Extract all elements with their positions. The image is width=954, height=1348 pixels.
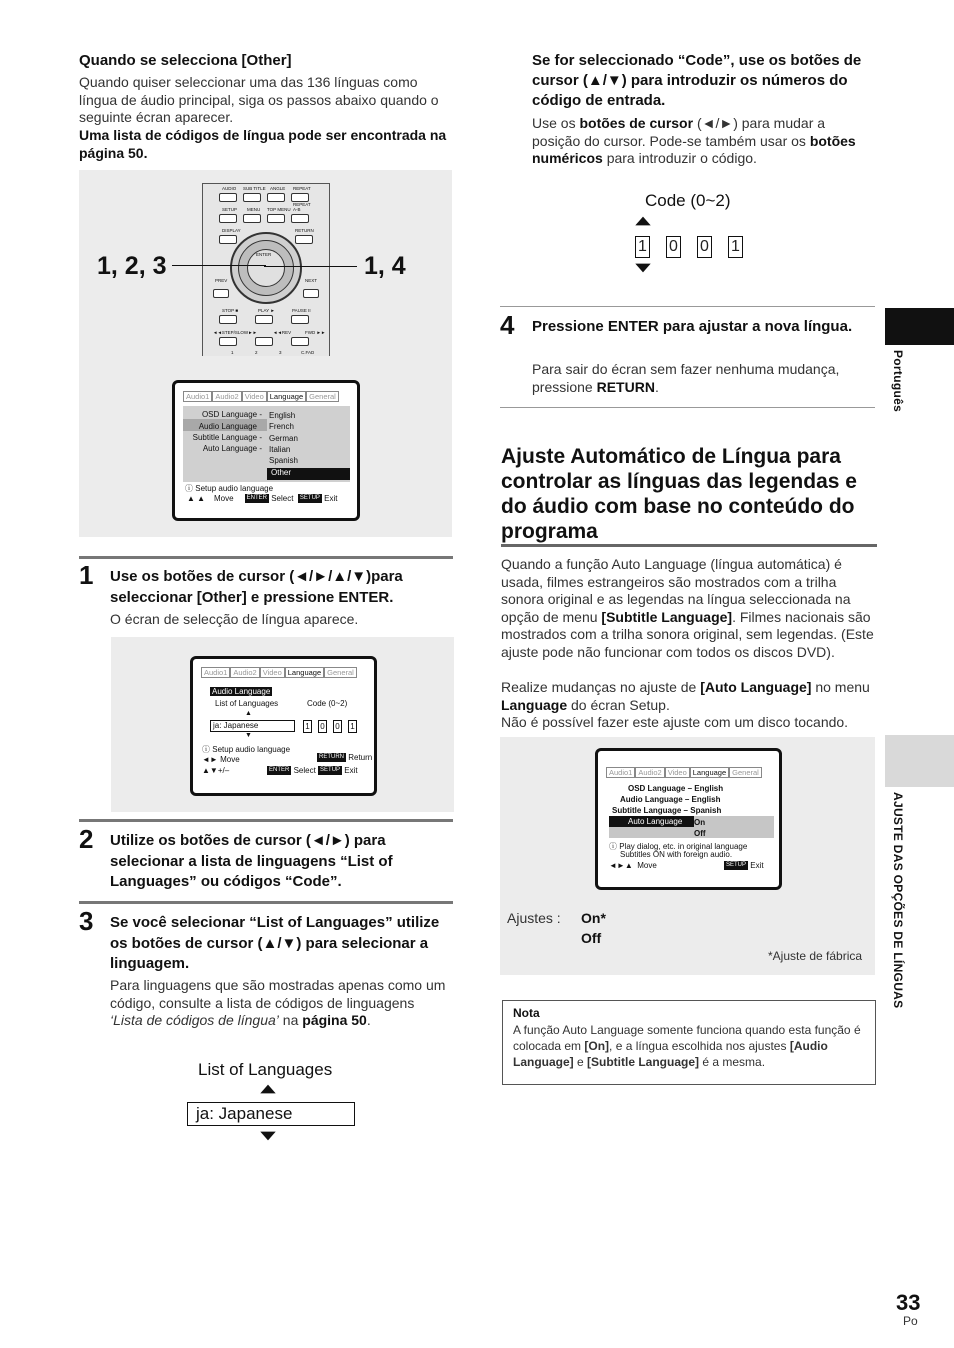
ajustes-on: On*	[581, 910, 606, 926]
left-right-up-arrows-icon: ◄►▲	[609, 861, 633, 870]
info-icon: ⓘ	[202, 745, 210, 754]
callout-line-right	[264, 266, 357, 267]
info-icon: ⓘ	[609, 842, 617, 851]
arrow-down-icon	[260, 1132, 275, 1141]
code-heading: Se for seleccionado “Code”, use os botões de cursor (▲/▼) para introduzir os números do código de entrada.	[532, 52, 862, 109]
code-arrow-down-icon	[635, 264, 650, 273]
page-language-code: Po	[903, 1314, 918, 1328]
step-1-title: Use os botões de cursor (◄/►/▲/▼)para seleccionar [Other] e pressione ENTER.	[110, 568, 403, 606]
list-value-field: ja: Japanese	[187, 1102, 355, 1126]
step-3-body: Para linguagens que são mostradas apenas como um código, consulte a lista de códigos de linguagens ‘Lista de códigos de língua’ na página 50.	[110, 977, 446, 1028]
side-gray-tab	[885, 735, 954, 787]
side-black-tab	[885, 308, 954, 345]
step-1-number: 1	[79, 560, 94, 590]
section-paragraph-3: Não é possível fazer este ajuste com um disco tocando.	[501, 714, 849, 730]
up-down-arrows-icon: ▲▼	[202, 766, 218, 775]
step-4-number: 4	[500, 310, 515, 340]
code-digit: 1	[728, 236, 743, 258]
callout-label-left: 1, 2, 3	[97, 252, 167, 280]
code-digit: 0	[697, 236, 712, 258]
left-right-arrows-icon: ◄►	[202, 755, 218, 764]
nota-title: Nota	[513, 1006, 540, 1020]
osd-tabs: Audio1 Audio2 Video Language General	[183, 391, 339, 402]
step-1-body: O écran de selecção de língua aparece.	[110, 611, 359, 627]
code-digit: 1	[635, 236, 650, 258]
step-3-title: Se você selecionar “List of Languages” utilize os botões de cursor (▲/▼) para selecionar a linguagem.	[110, 914, 440, 972]
ajustes-label: Ajustes :	[507, 910, 561, 926]
step-2-title: Utilize os botões de cursor (◄/►) para selecionar a lista de linguagens “List of Languages” ou códigos “Code”.	[110, 832, 393, 890]
remote-control-illustration: AUDIO SUB TITLE ANGLE REPEAT SETUP MENU TOP MENU REPEAT A-B DISPLAY RETURN ENTER PREV NEXT STOP ■ PLAY ► PAUSE II ◄◄STEP/SLOW►► ◄◄REV FWD ►► 1 2 3 C.FAD	[202, 183, 330, 356]
other-bold-note: Uma lista de códigos de língua pode ser encontrada na página 50.	[79, 127, 447, 161]
nota-body: A função Auto Language somente funciona quando esta função é colocada em [On], e a língua escolhida nos ajustes [Audio Language] e [Subtitle Language] é a mesma.	[513, 1023, 861, 1069]
code-label: Code (0~2)	[645, 191, 731, 210]
code-body: Use os botões de cursor (◄/►) para mudar a posição do cursor. Pode-se também usar os botões numéricos para introduzir o código.	[532, 115, 856, 166]
osd2-tabs: Audio1 Audio2 Video Language General	[201, 667, 357, 678]
code-arrow-up-icon	[635, 217, 650, 226]
step-4-body: Para sair do écran sem fazer nenhuma mudança, pressione RETURN.	[532, 361, 840, 395]
osd-auto-language: Audio1 Audio2 Video Language General OSD Language – English Audio Language – English Subtitle Language – Spanish Auto Language On Off ⓘ Play dialog, etc. in original language Subtitles ON with foreign audio. ◄►▲ Move SETUP Exit	[595, 748, 782, 890]
side-language-label: Português	[891, 350, 905, 413]
osd-language-menu: Audio1 Audio2 Video Language General OSD Language - Audio Language Subtitle Language - Auto Language - English French German Italian Spanish Other ⓘ Setup audio language ▲ ▲ Move ENTER Select SETUP Exit	[172, 380, 360, 521]
nota-box	[502, 1000, 876, 1085]
step-2-number: 2	[79, 824, 94, 854]
arrow-up-icon	[260, 1085, 275, 1094]
other-body: Quando quiser seleccionar uma das 136 línguas como língua de áudio principal, siga os passos abaixo quando o seguinte écran aparecer.	[79, 74, 439, 125]
side-section-label: AJUSTE DAS OPÇÕES DE LÍNGUAS	[891, 792, 905, 1009]
osd3-tabs: Audio1 Audio2 Video Language General	[606, 767, 762, 778]
section-paragraph-2: Realize mudanças no ajuste de [Auto Language] no menu Language do écran Setup.	[501, 679, 870, 713]
osd-audio-language-code: Audio1 Audio2 Video Language General Audio Language List of Languages Code (0~2) ▲ ja: Japanese ▼ 1 0 0 1 ⓘ Setup audio language ◄► Move RETURN Return ▲▼+/– ENTER Select SETUP Exit	[190, 656, 377, 796]
info-icon: ⓘ	[185, 484, 193, 493]
page-number: 33	[896, 1290, 921, 1315]
section-paragraph-1: Quando a função Auto Language (língua automática) é usada, filmes estrangeiros são mostrados com a trilha sonora original e as legendas na língua seleccionada na opção de menu [Subtitle Language]. Filmes nacionais são mostrados com a trilha sonora original, sem legendas. (Este ajuste pode não funcionar com todos os discos DVD).	[501, 556, 874, 660]
factory-default-note: *Ajuste de fábrica	[768, 949, 863, 963]
ajustes-off: Off	[581, 930, 602, 946]
callout-line-left	[172, 265, 266, 266]
section-title: Ajuste Automático de Língua para controlar as línguas das legendas e do áudio com base no conteúdo do programa	[501, 445, 857, 543]
code-digit: 0	[666, 236, 681, 258]
list-of-languages-label: List of Languages	[198, 1060, 333, 1079]
other-heading: Quando se selecciona [Other]	[79, 52, 292, 69]
callout-label-right: 1, 4	[364, 252, 406, 280]
step-3-number: 3	[79, 906, 94, 936]
up-down-arrows-icon: ▲ ▲	[187, 494, 206, 503]
step-4-title: Pressione ENTER para ajustar a nova língua.	[532, 318, 853, 335]
